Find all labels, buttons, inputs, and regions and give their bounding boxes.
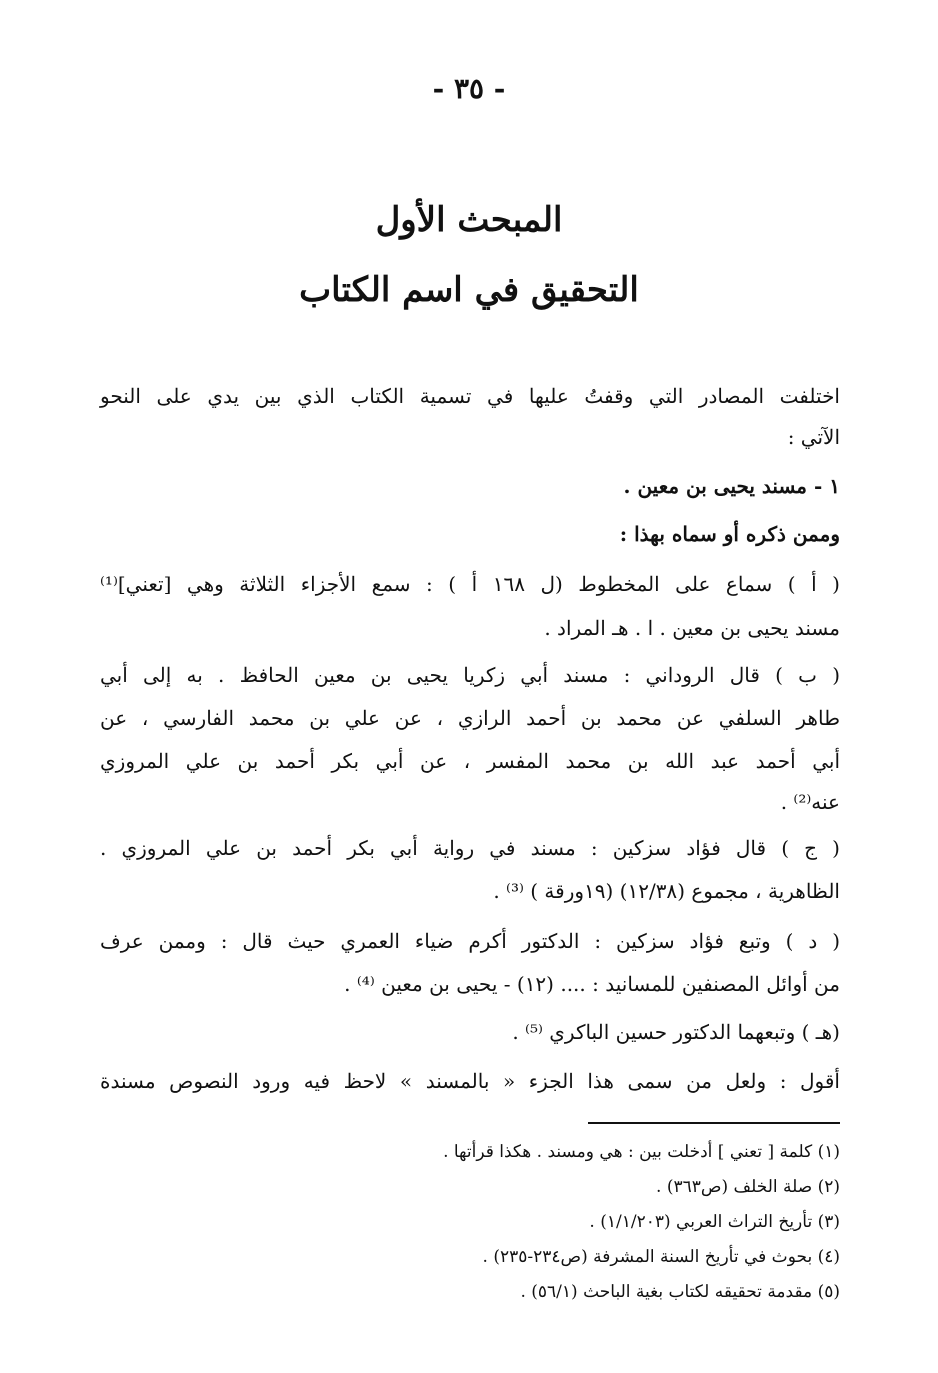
footnote-3: (٣) تأريخ التراث العربي (١/١/٢٠٣) . — [589, 1212, 840, 1232]
paragraph-aqul-line-1: أقول : ولعل من سمى هذا الجزء « بالمسند » لاحظ فيه ورود النصوص مسندة — [100, 1069, 840, 1093]
footnote-separator — [588, 1122, 840, 1124]
paragraph-a-line-1: ( أ ) سماع على المخطوط (ل ١٦٨ أ ) : سمع الأجزاء الثلاثة وهي [تعني]⁽¹⁾ — [100, 572, 840, 596]
paragraph-b-line-1: ( ب ) قال الروداني : مسند أبي زكريا يحيى بن معين الحافظ . به إلى أبي — [100, 663, 840, 687]
page-number: - ٣٥ - — [432, 72, 506, 105]
paragraph-b-line-3: أبي أحمد عبد الله بن محمد المفسر ، عن أبي بكر أحمد بن علي المروزي — [100, 749, 840, 773]
paragraph-c-line-1: ( ج ) قال فؤاد سزكين : مسند في رواية أبي بكر أحمد بن علي المروزي . — [100, 836, 840, 860]
paragraph-d-line-2: من أوائل المصنفين للمسانيد : .... (١٢) - يحيى بن معين ⁽⁴⁾ . — [344, 972, 840, 996]
paragraph-c-line-2: الظاهرية ، مجموع (١٢/٣٨) (١٩ورقة ) ⁽³⁾ . — [493, 879, 840, 903]
paragraph-b-line-4: عنه⁽²⁾ . — [780, 790, 840, 814]
paragraph-a-line-2: مسند يحيى بن معين . ا . هـ المراد . — [544, 616, 840, 640]
footnote-2: (٢) صلة الخلف (ص٣٦٣) . — [656, 1177, 840, 1197]
item-1-heading: ١ - مسند يحيى بن معين . — [623, 474, 840, 498]
paragraph-h-line-1: (هـ ) وتبعهما الدكتور حسين الباكري ⁽⁵⁾ . — [512, 1020, 840, 1044]
mentioned-by-heading: وممن ذكره أو سماه بهذا : — [619, 522, 840, 546]
footnote-5: (٥) مقدمة تحقيقه لكتاب بغية الباحث (٥٦/١) . — [520, 1282, 840, 1302]
chapter-title: المبحث الأول — [375, 200, 563, 240]
footnote-1: (١) كلمة [ تعني ] أدخلت بين : هي ومسند . هكذا قرأتها . — [443, 1142, 840, 1162]
section-title: التحقيق في اسم الكتاب — [299, 270, 639, 310]
paragraph-d-line-1: ( د ) وتبع فؤاد سزكين : الدكتور أكرم ضياء العمري حيث قال : وممن عرف — [100, 929, 840, 953]
footnote-4: (٤) بحوث في تأريخ السنة المشرفة (ص٢٣٤-٢٣٥) . — [482, 1247, 840, 1267]
intro-line-2: الآتي : — [787, 425, 840, 449]
paragraph-b-line-2: طاهر السلفي عن محمد بن أحمد الرازي ، عن علي بن محمد الفارسي ، عن — [100, 706, 840, 730]
intro-line-1: اختلفت المصادر التي وقفتُ عليها في تسمية الكتاب الذي بين يدي على النحو — [100, 384, 840, 408]
